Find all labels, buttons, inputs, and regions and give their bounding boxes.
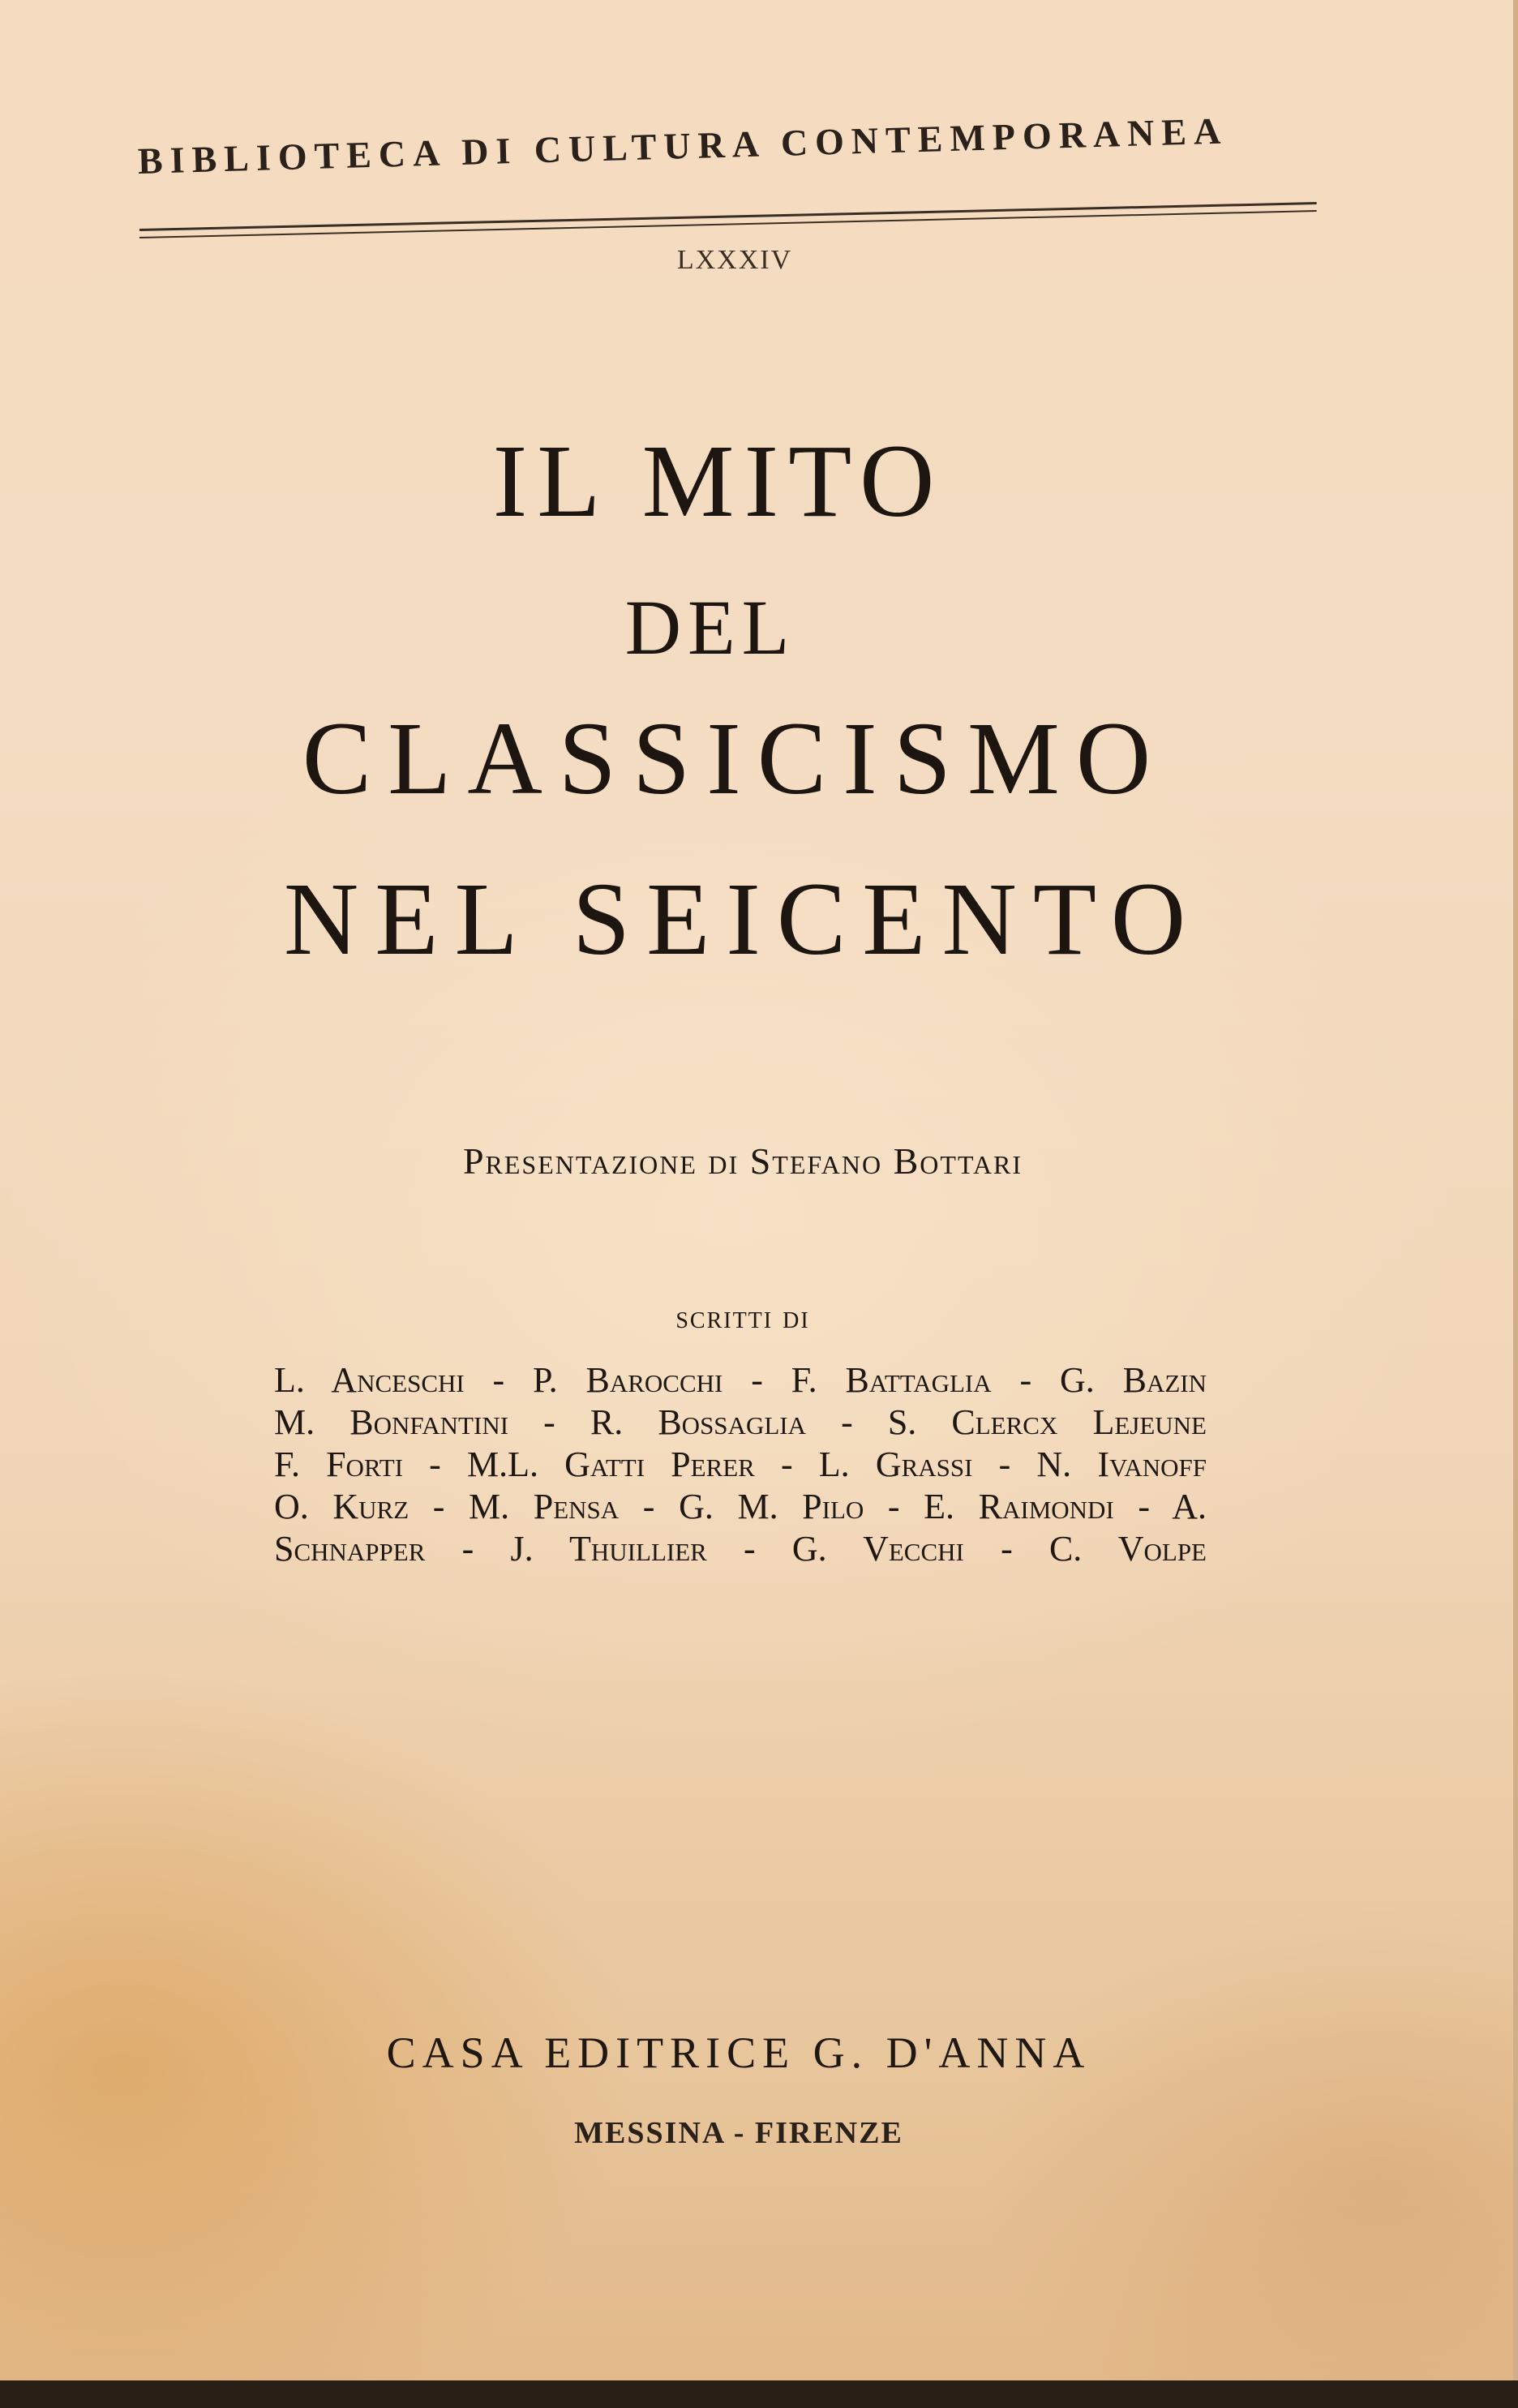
- publisher-cities: MESSINA - FIRENZE: [574, 2116, 903, 2150]
- title-line-3: CLASSICISMO: [302, 701, 1168, 816]
- contributors-list: [274, 1359, 1207, 1570]
- contributors-heading: scritti di: [675, 1298, 810, 1335]
- presentation-credit: Presentazione di Stefano Bottari: [462, 1140, 1023, 1182]
- table-surface: [0, 2380, 1518, 2408]
- title-line-4: NEL SEICENTO: [283, 861, 1203, 977]
- volume-number: LXXXIV: [676, 245, 793, 275]
- contributors-line: L. Anceschi - P. Barocchi - F. Battaglia - G. Bazin: [274, 1360, 1207, 1400]
- series-rule-top: [139, 202, 1317, 231]
- contributors-line: M. Bonfantini - R. Bossaglia - S. Clercx Lejeune: [274, 1402, 1207, 1442]
- title-line-2: DEL: [624, 584, 796, 671]
- publisher-name: CASA EDITRICE G. D'ANNA: [386, 2028, 1091, 2077]
- title-line-1: IL MITO: [492, 423, 945, 539]
- contributors-line: Schnapper - J. Thuillier - G. Vecchi - C. Volpe: [274, 1529, 1207, 1569]
- contributors-line: F. Forti - M.L. Gatti Perer - L. Grassi - N. Ivanoff: [274, 1444, 1207, 1484]
- contributors-line: O. Kurz - M. Pensa - G. M. Pilo - E. Raimondi - A.: [274, 1487, 1207, 1526]
- series-title: BIBLIOTECA DI CULTURA CONTEMPORANEA: [137, 109, 1229, 182]
